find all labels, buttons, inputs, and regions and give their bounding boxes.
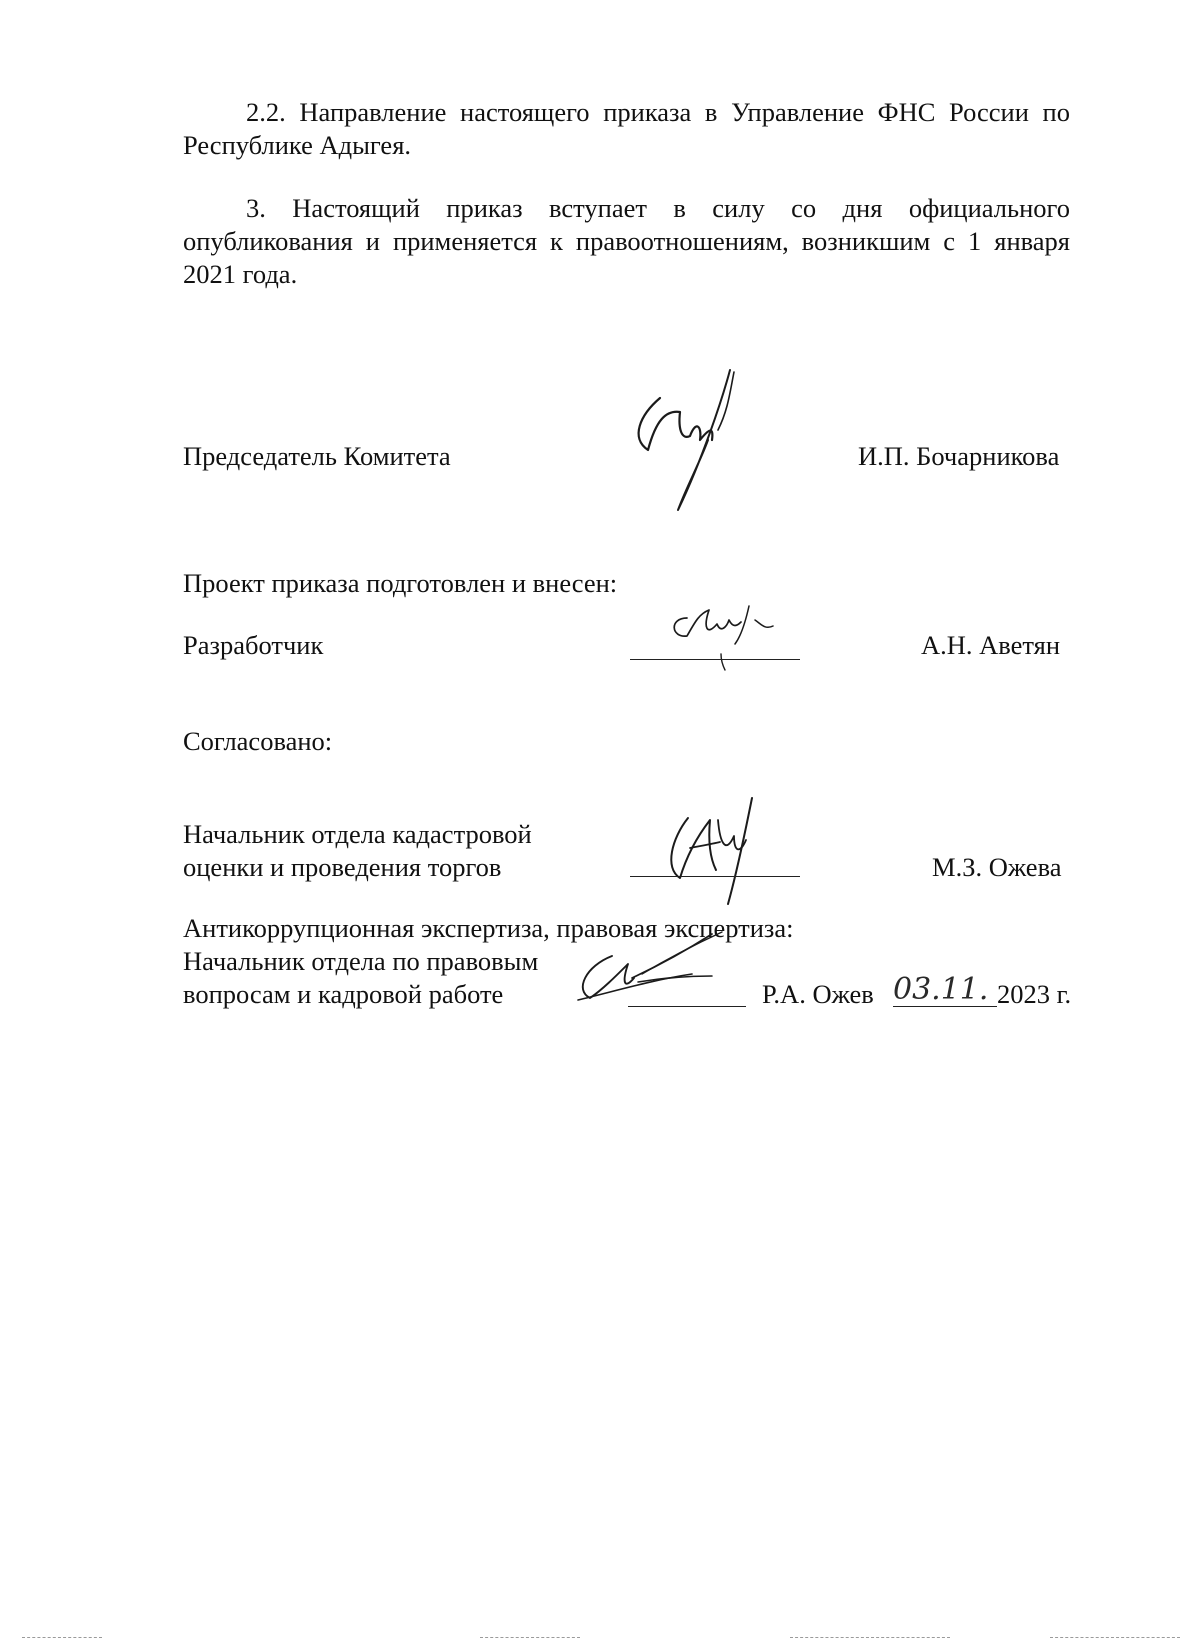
chairman-signature xyxy=(630,370,760,520)
legal-date-line xyxy=(893,1006,997,1007)
legal-year: 2023 г. xyxy=(997,979,1072,1009)
legal-signature xyxy=(572,930,732,1010)
paragraph-2-2: 2.2. Направление настоящего приказа в Управление ФНС России по Республике Адыгея. xyxy=(183,97,1070,160)
cadastral-title-line1: Начальник отдела кадастровой xyxy=(183,819,532,849)
agreed-heading: Согласовано: xyxy=(183,726,333,756)
legal-date-handwritten: 03.11. xyxy=(893,972,989,1007)
chairman-name: И.П. Бочарникова xyxy=(858,441,1060,471)
cadastral-signature xyxy=(660,788,780,908)
scan-artifact xyxy=(22,1637,102,1638)
legal-name: Р.А. Ожев xyxy=(762,979,874,1009)
prepared-heading: Проект приказа подготовлен и внесен: xyxy=(183,568,618,598)
cadastral-name: М.З. Ожева xyxy=(932,852,1062,882)
scan-artifact xyxy=(790,1637,950,1638)
scan-artifact xyxy=(480,1637,580,1638)
cadastral-signature-line xyxy=(630,876,800,877)
cadastral-title-line2: оценки и проведения торгов xyxy=(183,852,502,882)
developer-signature xyxy=(665,596,800,676)
legal-signature-line xyxy=(628,1006,746,1007)
paragraph-3: 3. Настоящий приказ вступает в силу со дня официального опубликования и применяется к правоотношениям, возникшим с 1 января 2021 года. xyxy=(183,193,1070,289)
legal-title-line2: вопросам и кадровой работе xyxy=(183,979,504,1009)
chairman-title: Председатель Комитета xyxy=(183,441,451,471)
developer-name: А.Н. Аветян xyxy=(921,630,1061,660)
legal-title-line1: Начальник отдела по правовым xyxy=(183,946,539,976)
developer-signature-line xyxy=(630,659,800,660)
developer-role: Разработчик xyxy=(183,630,324,660)
legal-heading: Антикоррупционная экспертиза, правовая экспертиза: xyxy=(183,913,794,943)
scan-artifact xyxy=(1050,1637,1180,1638)
